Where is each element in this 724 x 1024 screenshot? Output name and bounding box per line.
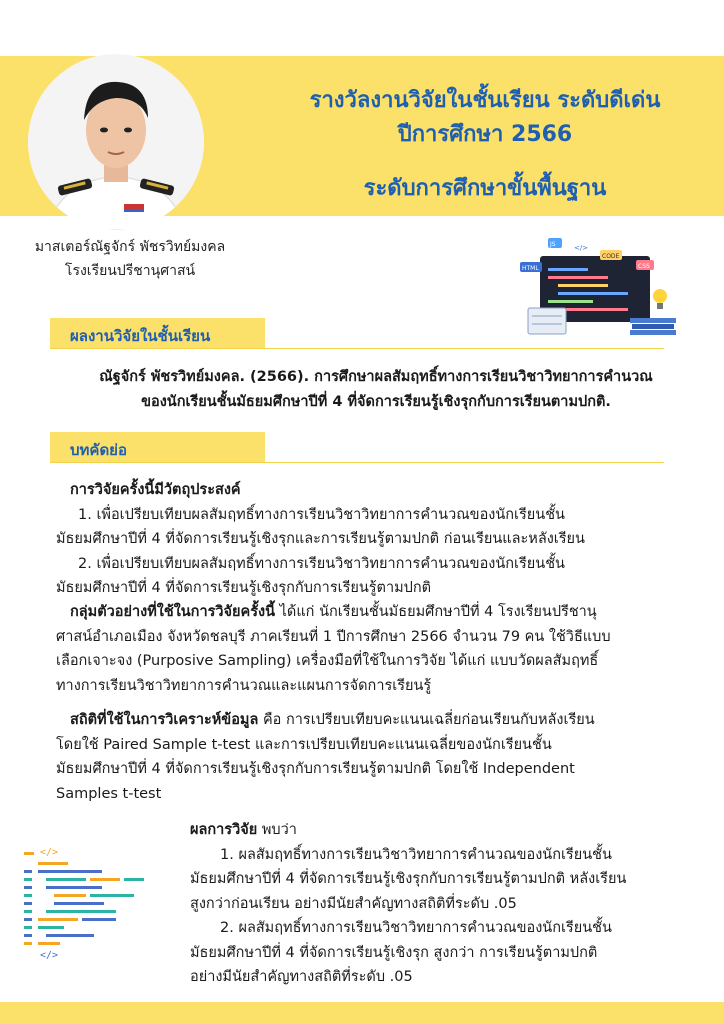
results-heading-suffix: พบว่า (257, 822, 297, 838)
result-2a: 2. ผลสัมฤทธิ์ทางการเรียนวิชาวิทยาการคำนวณของนักเรียนชั้น (220, 920, 612, 936)
js-tag: JS (550, 241, 556, 248)
css-tag: CSS (638, 263, 650, 270)
sample-block (56, 600, 696, 698)
title-line-1: รางวัลงานวิจัยในชั้นเรียน ระดับดีเด่น (309, 88, 661, 113)
research-divider (50, 348, 664, 349)
footer-band (0, 1002, 724, 1024)
research-section-tag (50, 318, 265, 348)
result-1a: 1. ผลสัมฤทธิ์ทางการเรียนวิชาวิทยาการคำนวณของนักเรียนชั้น (220, 846, 612, 863)
results-block (190, 818, 690, 990)
html-tag: HTML (522, 265, 539, 272)
reference-line-1: ณัฐจักร์ พัชรวิทย์มงคล. (2566). การศึกษาผลสัมฤทธิ์ทางการเรียนวิชาวิทยาการคำนวณ (99, 369, 653, 385)
result-1b: มัธยมศึกษาปีที่ 4 ที่จัดการเรียนรู้เชิงรุกกับการเรียนรู้ตามปกติ หลังเรียน (190, 871, 627, 887)
stats-line-1: คือ การเปรียบเทียบคะแนนเฉลี่ยก่อนเรียนกับหลังเรียน (258, 712, 595, 728)
coding-illustration (518, 238, 678, 338)
sample-heading: กลุ่มตัวอย่างที่ใช้ในการวิจัยครั้งนี้ (70, 604, 276, 620)
author-school: โรงเรียนปรีชานุศาสน์ (64, 263, 196, 279)
author-photo (28, 54, 204, 230)
objective-1a: 1. เพื่อเปรียบเทียบผลสัมฤทธิ์ทางการเรียนวิชาวิทยาการคำนวณของนักเรียนชั้น (78, 506, 565, 523)
code-symbol: </> (574, 244, 589, 252)
stats-line-3: มัธยมศึกษาปีที่ 4 ที่จัดการเรียนรู้เชิงรุกกับการเรียนรู้ตามปกติ โดยใช้ Independent (56, 761, 575, 777)
page-title (265, 84, 705, 206)
stats-line-4: Samples t-test (56, 785, 162, 802)
code-tag: CODE (602, 253, 620, 260)
results-heading: ผลการวิจัย (190, 822, 258, 838)
result-2c: อย่างมีนัยสำคัญทางสถิติที่ระดับ .05 (190, 969, 413, 985)
reference-line-2: ของนักเรียนชั้นมัธยมศึกษาปีที่ 4 ที่จัดการเรียนรู้เชิงรุกกับการเรียนตามปกติ. (141, 394, 611, 410)
objective-heading: การวิจัยครั้งนี้มีวัตถุประสงค์ (70, 482, 241, 498)
svg-text:</>: </> (40, 950, 59, 961)
reference-citation (56, 365, 696, 415)
sample-line-3: เลือกเจาะจง (Purposive Sampling) เครื่องมือที่ใช้ในการวิจัย ได้แก่ แบบวัดผลสัมฤทธิ์ (56, 653, 599, 669)
sample-line-4: ทางการเรียนวิชาวิทยาการคำนวณและแผนการจัดการเรียนรู้ (56, 677, 432, 694)
objective-2b: มัธยมศึกษาปีที่ 4 ที่จัดการเรียนรู้เชิงรุกกับการเรียนรู้ตามปกติ (56, 580, 432, 596)
stats-line-2: โดยใช้ Paired Sample t-test และการเปรียบเทียบคะแนนเฉลี่ยของนักเรียนชั้น (56, 736, 552, 753)
sample-line-2: ศาสน์อำเภอเมือง จังหวัดชลบุรี ภาคเรียนที่ 1 ปีการศึกษา 2566 จำนวน 79 คน ใช้วิธีแบบ (56, 628, 611, 645)
objectives-block (56, 478, 696, 601)
objective-2a: 2. เพื่อเปรียบเทียบผลสัมฤทธิ์ทางการเรียนวิชาวิทยาการคำนวณของนักเรียนชั้น (78, 555, 565, 572)
objective-1b: มัธยมศึกษาปีที่ 4 ที่จัดการเรียนรู้เชิงรุกและการเรียนรู้ตามปกติ ก่อนเรียนและหลังเรียน (56, 531, 585, 547)
svg-text:</>: </> (40, 847, 59, 858)
abstract-divider (50, 462, 664, 463)
research-section-label: ผลงานวิจัยในชั้นเรียน (70, 327, 211, 345)
author-name: มาสเตอร์ณัฐจักร์ พัชรวิทย์มงคล (34, 239, 226, 255)
result-1c: สูงกว่าก่อนเรียน อย่างมีนัยสำคัญทางสถิติที่ระดับ .05 (190, 895, 517, 912)
author-caption (20, 235, 240, 283)
title-line-2: ปีการศึกษา 2566 (397, 122, 573, 147)
code-lines-decoration (24, 846, 164, 970)
abstract-section-tag (50, 432, 265, 462)
stats-block (56, 708, 696, 806)
result-2b: มัธยมศึกษาปีที่ 4 ที่จัดการเรียนรู้เชิงรุก สูงกว่า การเรียนรู้ตามปกติ (190, 944, 598, 961)
sample-line-1: ได้แก่ นักเรียนชั้นมัธยมศึกษาปีที่ 4 โรงเรียนปรีชานุ (275, 604, 597, 620)
abstract-section-label: บทคัดย่อ (70, 441, 127, 459)
stats-heading: สถิติที่ใช้ในการวิเคราะห์ข้อมูล (70, 712, 259, 728)
title-line-3: ระดับการศึกษาขั้นพื้นฐาน (363, 176, 607, 201)
